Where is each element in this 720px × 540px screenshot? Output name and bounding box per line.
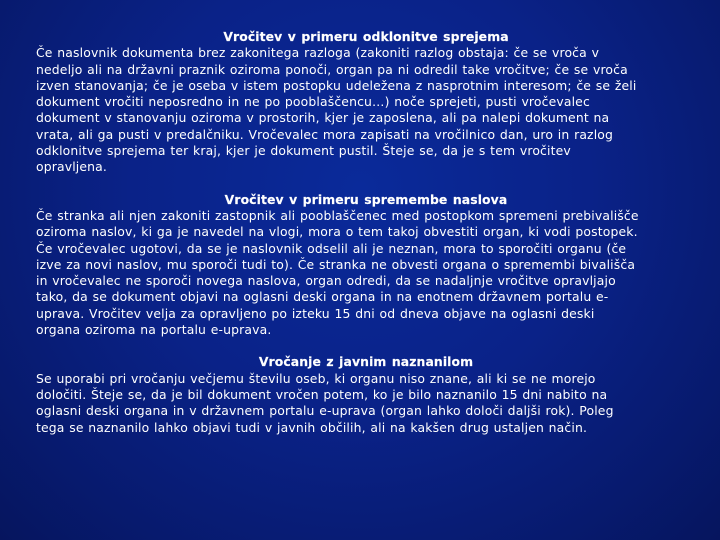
body-line: Če naslovnik dokumenta brez zakonitega razloga (zakoniti razlog obstaja: če se vroča v [36,45,600,61]
body-line: dokument v stanovanju oziroma v prostorih, kjer je zaposlena, ali pa nalepi dokument na [36,110,610,126]
section-body [36,208,696,338]
body-line: opravljena. [36,159,108,175]
section-public-notice [36,354,696,435]
section-title: Vročanje z javnim naznanilom [258,354,474,370]
body-line: in vročevalec ne sporoči novega naslova, organ odredi, da se nadaljnje vročitve opravljajo [36,273,616,289]
body-line: uprava. Vročitev velja za opravljeno po izteku 15 dni od dneva objave na oglasni deski [36,305,595,321]
body-line: določiti. Šteje se, da je bil dokument vročen potem, ko je bilo naznanilo 15 dni nabito na [36,386,608,402]
body-line: odklonitve sprejema ter kraj, kjer je dokument pustil. Šteje se, da je s tem vročitev [36,143,571,159]
section-body [36,45,696,175]
body-line: organa oziroma na portalu e-uprava. [36,322,272,338]
section-refusal [36,29,696,176]
slide-content [36,29,696,436]
body-line: tako, da se dokument objavi na oglasni deski organa in na enotnem državnem portalu e- [36,289,609,305]
section-title: Vročitev v primeru spremembe naslova [224,191,508,207]
section-title: Vročitev v primeru odklonitve sprejema [223,29,509,44]
body-line: nedeljo ali na državni praznik oziroma ponoči, organ pa ni odredil take vročitve; če se vroča [36,61,628,77]
body-line: oglasni deski organa in v državnem portalu e-uprava (organ lahko določi daljši rok). Poleg [36,403,614,419]
section-body [36,371,696,436]
body-line: Če stranka ali njen zakoniti zastopnik ali pooblaščenec med postopkom spremeni prebivališče [36,207,639,223]
body-line: vrata, ali ga pusti v predalčniku. Vročevalec mora zapisati na vročilnico dan, uro in razlog [36,126,614,142]
body-line: tega se naznanilo lahko objavi tudi v javnih občilih, ali na kakšen drug ustaljen način. [36,419,588,435]
body-line: izve za novi naslov, mu sporoči tudi to). Če stranka ne obvesti organa o spremembi bivališča [36,256,636,272]
body-line: dokument vročiti neposredno in ne po pooblaščencu…) noče sprejeti, pusti vročevalec [36,94,590,110]
section-address-change [36,192,696,339]
body-line: oziroma naslov, ki ga je navedel na vlogi, mora o tem takoj obvestiti organ, ki vodi postopek. [36,224,638,240]
body-line: izven stanovanja; če je oseba v istem postopku udeležena z nasprotnim interesom; če se želi [36,77,637,93]
body-line: Se uporabi pri vročanju večjemu številu oseb, ki organu niso znane, ali ki se ne morejo [36,370,596,386]
body-line: Če vročevalec ugotovi, da se je naslovnik odselil ali je neznan, mora to sporočiti organu (če [36,240,627,256]
